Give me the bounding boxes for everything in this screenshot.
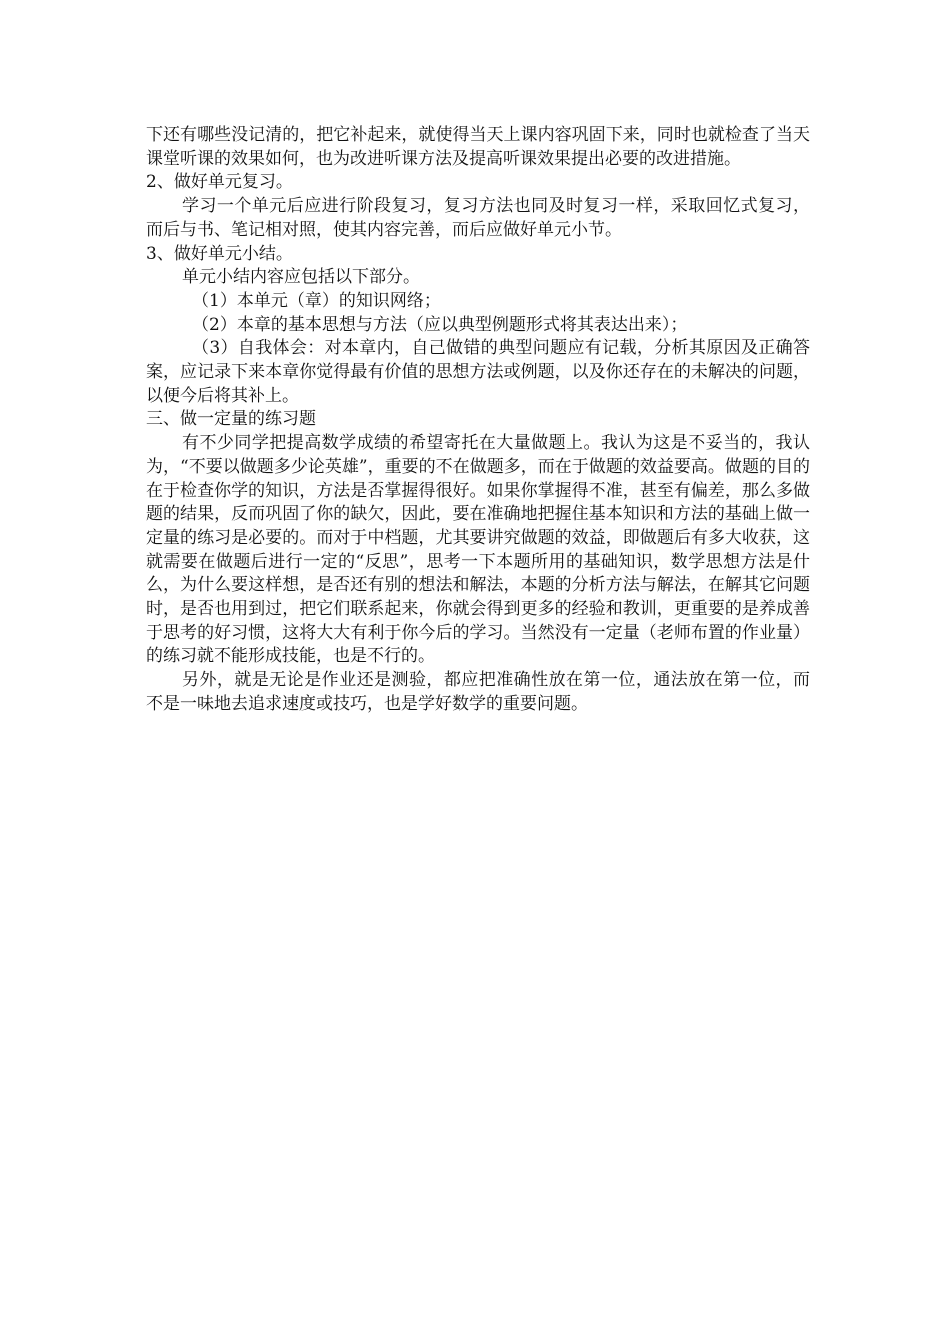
list-item-basic-ideas: （2）本章的基本思想与方法（应以典型例题形式将其表达出来）； xyxy=(192,314,688,335)
heading-unit-review: 2、做好单元复习。 xyxy=(146,172,293,193)
paragraph-practice-problems: 有不少同学把提高数学成绩的希望寄托在大量做题上。我认为这是不妥当的，我认为，“不要以做题多少论英雄”，重要的不在做题多，而在于做题的效益要高。做题的目的在于检查你学的知识，方法是否掌握得很好。如果你掌握得不准，甚至有偏差，那么多做题的结果，反而巩固了你的缺欠，因此，要在准确地把握住基本知识和方法的基础上做一定量的练习是必要的。而对于中档题，尤其要讲究做题的效益，即做题后有多大收获，这就需要在做题后进行一定的“反思”，思考一下本题所用的基础知识，数学思想方法是什么，为什么要这样想，是否还有别的想法和解法，本题的分析方法与解法，在解其它问题时，是否也用到过，把它们联系起来，你就会得到更多的经验和教训，更重要的是养成善于思考的好习惯，这将大大有利于你今后的学习。当然没有一定量（老师布置的作业量）的练习就不能形成技能，也是不行的。 xyxy=(146,433,810,667)
list-item-self-reflection: （3）自我体会：对本章内，自己做错的典型问题应有记载，分析其原因及正确答案，应记录下来本章你觉得最有价值的思想方法或例题，以及你还存在的未解决的问题，以便今后将其补上。 xyxy=(146,338,810,406)
heading-unit-summary: 3、做好单元小结。 xyxy=(146,243,293,264)
paragraph-summary-intro: 单元小结内容应包括以下部分。 xyxy=(182,267,420,288)
paragraph-unit-review: 学习一个单元后应进行阶段复习，复习方法也同及时复习一样，采取回忆式复习，而后与书、笔记相对照，使其内容完善，而后应做好单元小节。 xyxy=(146,196,810,240)
list-item-knowledge-network: （1）本单元（章）的知识网络； xyxy=(192,290,441,311)
document-body xyxy=(146,124,810,717)
heading-practice-problems: 三、做一定量的练习题 xyxy=(146,409,316,430)
paragraph-accuracy-first: 另外，就是无论是作业还是测验，都应把准确性放在第一位，通法放在第一位，而不是一味地去追求速度或技巧，也是学好数学的重要问题。 xyxy=(146,670,810,714)
paragraph-review-continuation: 下还有哪些没记清的，把它补起来，就使得当天上课内容巩固下来，同时也就检查了当天课堂听课的效果如何，也为改进听课方法及提高听课效果提出必要的改进措施。 xyxy=(146,125,810,169)
